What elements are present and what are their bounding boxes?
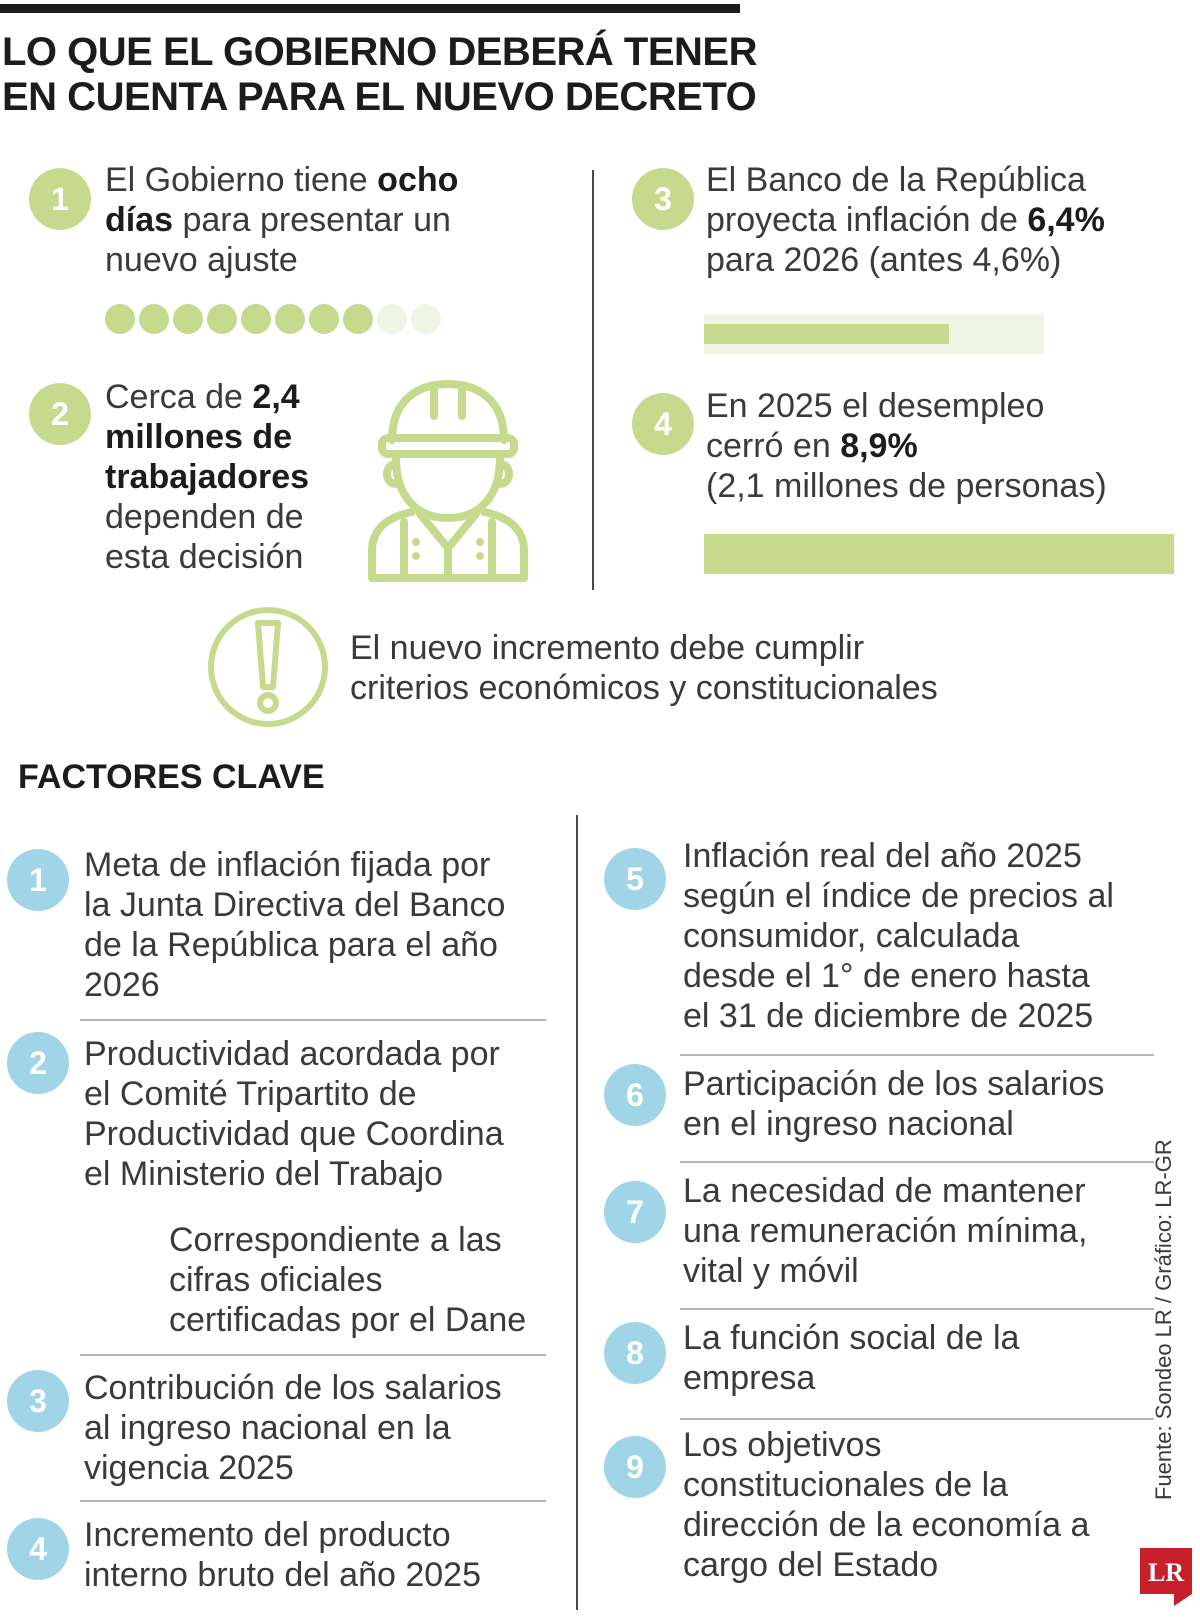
factor-2-text <box>84 1034 504 1194</box>
stat-4-line-3: (2,1 millones de personas) <box>706 467 1107 505</box>
lr-logo <box>1140 1548 1192 1606</box>
factor-7-line-2: una remuneración mínima, <box>683 1212 1088 1250</box>
stat-number-2: 2 <box>29 383 91 445</box>
factor-number-2: 2 <box>7 1032 69 1094</box>
factor-6-line-1: Participación de los salarios <box>683 1065 1105 1103</box>
stat-number-3: 3 <box>632 168 694 230</box>
factor-2-line-3: Productividad que Coordina <box>84 1115 504 1153</box>
factor-2-line-4: el Ministerio del Trabajo <box>84 1155 444 1193</box>
factor-1-line-2: la Junta Directiva del Banco <box>84 886 506 924</box>
title-line-1: LO QUE EL GOBIERNO DEBERÁ TENER <box>2 30 757 74</box>
stat-2-line-4: dependen de <box>105 498 304 536</box>
factor-1-line-4: 2026 <box>84 966 160 1004</box>
exclamation-circle-icon <box>206 605 330 729</box>
stat-2-line-1: Cerca de 2,4 <box>105 378 300 416</box>
factor-number-6: 6 <box>604 1064 666 1126</box>
day-dot-filled <box>241 304 271 334</box>
factor-9-line-2: constitucionales de la <box>683 1466 1009 1504</box>
stat-4-line-2: cerró en 8,9% <box>706 427 918 465</box>
factor-number-3: 3 <box>7 1370 69 1432</box>
stat-4-text <box>706 386 1107 506</box>
factor-6-line-2: en el ingreso nacional <box>683 1105 1014 1143</box>
stat-1-line-3: nuevo ajuste <box>105 241 298 279</box>
factor-4-line-1: Incremento del producto <box>84 1516 451 1554</box>
factor-5-line-4: desde el 1° de enero hasta <box>683 957 1090 995</box>
stat-3-line-1: El Banco de la República <box>706 161 1086 199</box>
factor-separator <box>680 1418 1154 1420</box>
factor-9-text <box>683 1425 1089 1585</box>
factor-separator <box>80 1019 546 1021</box>
stat-1-line-2: días para presentar un <box>105 201 451 239</box>
factor-2-line-2: el Comité Tripartito de <box>84 1075 417 1113</box>
factor-5-line-1: Inflación real del año 2025 <box>683 837 1082 875</box>
logo-text: LR <box>1147 1558 1185 1587</box>
factor-number-5: 5 <box>604 848 666 910</box>
factor-7-line-1: La necesidad de mantener <box>683 1172 1086 1210</box>
factor-2-note-line-2: cifras oficiales <box>169 1261 383 1299</box>
factor-1-line-1: Meta de inflación fijada por <box>84 846 491 884</box>
day-dot-remaining <box>377 304 407 334</box>
factor-9-line-3: dirección de la economía a <box>683 1506 1090 1544</box>
stat-number-1: 1 <box>29 168 91 230</box>
factor-2-note-line-3: certificadas por el Dane <box>169 1301 527 1339</box>
construction-worker-icon <box>368 380 538 582</box>
stat-3-line-3: para 2026 (antes 4,6%) <box>706 241 1062 279</box>
stat-3-line-2: proyecta inflación de 6,4% <box>706 201 1105 239</box>
factor-3-text <box>84 1368 502 1488</box>
day-dot-filled <box>105 304 135 334</box>
day-dot-filled <box>343 304 373 334</box>
day-dot-filled <box>275 304 305 334</box>
factor-separator <box>680 1308 1154 1310</box>
factor-2-note <box>169 1220 526 1340</box>
factores-title: FACTORES CLAVE <box>18 758 325 796</box>
factor-9-line-1: Los objetivos <box>683 1426 882 1464</box>
factor-3-line-1: Contribución de los salarios <box>84 1369 502 1407</box>
factor-3-line-3: vigencia 2025 <box>84 1449 294 1487</box>
factor-2-line-1: Productividad acordada por <box>84 1035 500 1073</box>
factor-7-text <box>683 1171 1087 1291</box>
alert-line-1: El nuevo incremento debe cumplir <box>350 629 865 667</box>
factores-divider <box>576 815 578 1610</box>
day-dot-filled <box>309 304 339 334</box>
top-section-divider <box>592 170 594 590</box>
factor-8-line-1: La función social de la <box>683 1319 1020 1357</box>
factor-separator <box>80 1500 546 1502</box>
stat-number-4: 4 <box>632 393 694 455</box>
day-dot-filled <box>173 304 203 334</box>
stat-2-line-3: trabajadores <box>105 458 310 496</box>
factor-separator <box>80 1354 546 1356</box>
factor-8-text <box>683 1318 1019 1398</box>
factor-5-line-5: el 31 de diciembre de 2025 <box>683 997 1094 1035</box>
day-dot-filled <box>207 304 237 334</box>
factor-2-note-line-1: Correspondiente a las <box>169 1221 502 1259</box>
title-line-2: EN CUENTA PARA EL NUEVO DECRETO <box>2 75 757 119</box>
factor-number-1: 1 <box>7 849 69 911</box>
factor-4-text <box>84 1515 481 1595</box>
alert-line-2: criterios económicos y constitucionales <box>350 669 938 707</box>
factor-7-line-3: vital y móvil <box>683 1252 859 1290</box>
inflation-bar-fill <box>704 324 949 344</box>
day-dot-remaining <box>411 304 441 334</box>
stat-2-text <box>105 377 309 577</box>
inflation-bar-track <box>704 314 1044 354</box>
unemployment-bar-fill <box>704 534 1174 574</box>
stat-3-text <box>706 160 1105 280</box>
factor-number-9: 9 <box>604 1436 666 1498</box>
factor-5-text <box>683 836 1114 1036</box>
stat-2-line-5: esta decisión <box>105 538 304 576</box>
factor-1-text <box>84 845 505 1005</box>
stat-4-line-1: En 2025 el desempleo <box>706 387 1045 425</box>
factor-separator <box>680 1054 1154 1056</box>
factor-3-line-2: al ingreso nacional en la <box>84 1409 451 1447</box>
factor-8-line-2: empresa <box>683 1359 816 1397</box>
stat-1-line-1: El Gobierno tiene ocho <box>105 161 459 199</box>
factor-number-8: 8 <box>604 1322 666 1384</box>
factor-1-line-3: de la República para el año <box>84 926 498 964</box>
factor-5-line-3: consumidor, calculada <box>683 917 1020 955</box>
factor-separator <box>680 1161 1154 1163</box>
top-rule <box>0 4 740 13</box>
factor-9-line-4: cargo del Estado <box>683 1546 939 1584</box>
unemployment-bar-track <box>704 534 1174 574</box>
factor-5-line-2: según el índice de precios al <box>683 877 1114 915</box>
stat-1-text <box>105 160 458 280</box>
alert-text <box>350 628 938 708</box>
factor-6-text <box>683 1064 1104 1144</box>
stat-2-line-2: millones de <box>105 418 293 456</box>
page-title <box>2 30 762 120</box>
factor-number-4: 4 <box>7 1518 69 1580</box>
source-credit: Fuente: Sondeo LR / Gráfico: LR-GR <box>1151 1139 1176 1500</box>
factor-number-7: 7 <box>604 1181 666 1243</box>
day-dot-filled <box>139 304 169 334</box>
factor-4-line-2: interno bruto del año 2025 <box>84 1556 481 1594</box>
